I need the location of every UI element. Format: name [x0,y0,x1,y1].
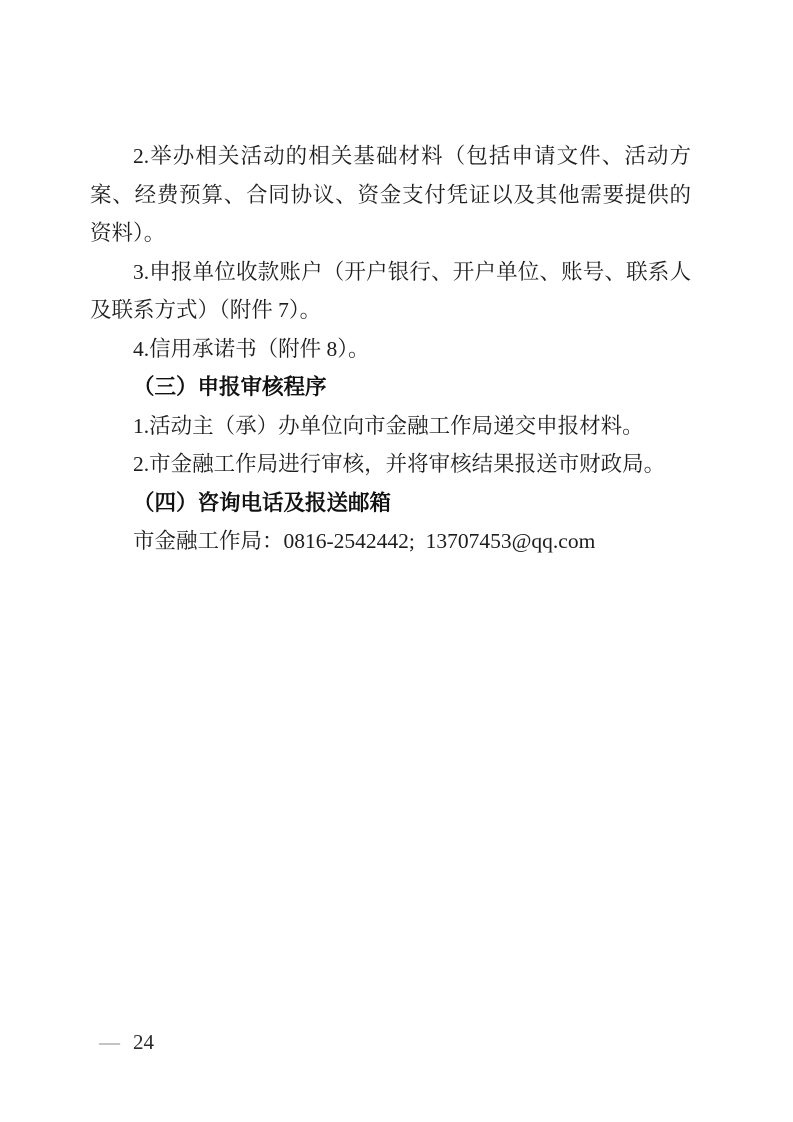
document-body [90,137,691,561]
paragraph-bank-account: 3.申报单位收款账户（开户银行、开户单位、账号、联系人及联系方式）（附件 7）。 [90,259,691,322]
paragraph-materials: 2.举办相关活动的相关基础材料（包括申请文件、活动方案、经费预算、合同协议、资金支付凭证以及其他需要提供的资料）。 [90,144,691,245]
paragraph-credit-letter: 4.信用承诺书（附件 8）。 [133,336,370,361]
paragraph-audit: 2.市金融工作局进行审核，并将审核结果报送市财政局。 [133,452,666,476]
section-heading-contact: （四）咨询电话及报送邮箱 [133,490,392,515]
paragraph-submit: 1.活动主（承）办单位向市金融工作局递交申报材料。 [133,413,644,438]
contact-line: 市金融工作局：0816-2542442; 13707453@qq.com [133,529,596,553]
footer-dash: — [99,1030,120,1054]
page-number: 24 [133,1030,154,1054]
section-heading-review: （三）申报审核程序 [133,375,327,399]
page-footer [99,1029,154,1055]
